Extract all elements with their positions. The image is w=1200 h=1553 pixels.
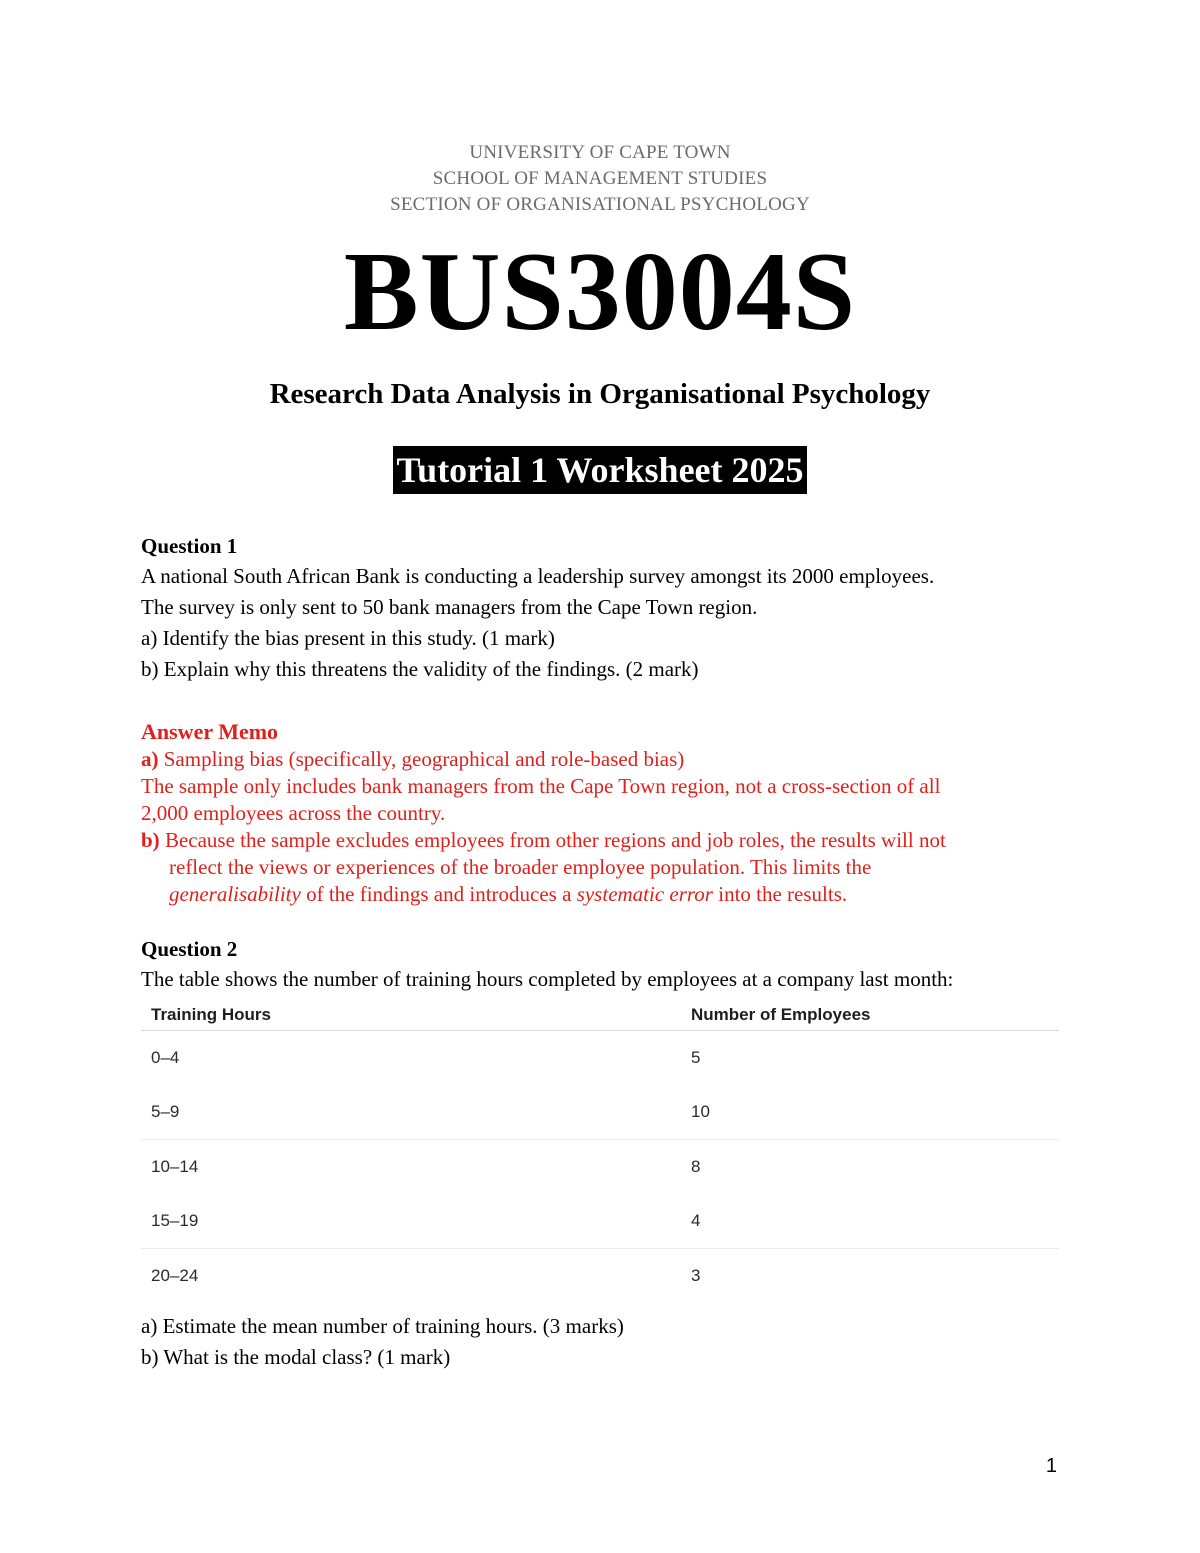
- table-row: [141, 1194, 1059, 1249]
- question-2: [141, 934, 1061, 995]
- table-cell-employees: 4: [681, 1194, 1059, 1249]
- memo-answer-b-text: Because the sample excludes employees from other regions and job roles, the results will not: [159, 828, 946, 852]
- memo-answer-b: [141, 827, 1061, 854]
- memo-label-a: a): [141, 747, 159, 771]
- table-cell-employees: 3: [691, 1266, 701, 1285]
- answer-memo: [141, 718, 1061, 908]
- table-header-training-hours: Training Hours: [141, 1000, 681, 1031]
- memo-label-b: b): [141, 828, 160, 852]
- page-number: 1: [1045, 1455, 1057, 1477]
- question-1-line: The survey is only sent to 50 bank managers from the Cape Town region.: [141, 595, 758, 619]
- table-header-row: [141, 1000, 1059, 1031]
- memo-explanation-line: The sample only includes bank managers from the Cape Town region, not a cross-section of all: [141, 774, 941, 798]
- university-name: UNIVERSITY OF CAPE TOWN: [469, 142, 731, 163]
- section-name: SECTION OF ORGANISATIONAL PSYCHOLOGY: [390, 194, 810, 215]
- table-row: [141, 1249, 1059, 1304]
- table-cell-hours: 5–9: [141, 1085, 681, 1140]
- memo-answer-a-text: Sampling bias (specifically, geographical and role-based bias): [158, 747, 685, 771]
- question-1: [141, 531, 1061, 685]
- memo-heading: Answer Memo: [141, 719, 279, 744]
- memo-answer-b-text: of the findings and introduces a: [300, 882, 577, 906]
- question-2-part-b: b) What is the modal class? (1 mark): [141, 1345, 451, 1369]
- question-1-line: A national South African Bank is conducting a leadership survey amongst its 2000 employees.: [141, 564, 935, 588]
- table-row: [141, 1085, 1059, 1140]
- course-title: Research Data Analysis in Organisational Psychology: [269, 378, 931, 410]
- worksheet-title: Tutorial 1 Worksheet 2025: [393, 446, 806, 494]
- school-name: SCHOOL OF MANAGEMENT STUDIES: [432, 168, 768, 189]
- memo-answer-b-line: [141, 881, 1061, 908]
- table-cell-hours: 20–24: [151, 1266, 199, 1285]
- course-code: BUS3004S: [343, 230, 857, 354]
- memo-answer-a: [141, 746, 1061, 773]
- table-row: [141, 1140, 1059, 1195]
- memo-answer-b-text: into the results.: [712, 882, 848, 906]
- table-cell-hours: 0–4: [151, 1048, 180, 1067]
- table-cell-employees: 5: [691, 1048, 701, 1067]
- table-header-number-of-employees: Number of Employees: [681, 1000, 1059, 1031]
- question-1-heading: Question 1: [141, 534, 238, 558]
- table-cell-hours: 10–14: [151, 1157, 199, 1176]
- table-cell-employees: 10: [681, 1085, 1059, 1140]
- table-cell-employees: 8: [691, 1157, 701, 1176]
- table-row: [141, 1031, 1059, 1086]
- question-2-heading: Question 2: [141, 937, 238, 961]
- question-1-line: b) Explain why this threatens the validity of the findings. (2 mark): [141, 657, 699, 681]
- question-2-part-a: a) Estimate the mean number of training hours. (3 marks): [141, 1314, 624, 1338]
- table-cell-hours: 15–19: [141, 1194, 681, 1249]
- training-hours-table: [141, 1000, 1059, 1303]
- memo-term-generalisability: generalisability: [169, 882, 301, 906]
- institution-header: [0, 140, 1200, 218]
- memo-term-systematic-error: systematic error: [576, 882, 713, 906]
- memo-answer-b-line: reflect the views or experiences of the broader employee population. This limits the: [169, 855, 872, 879]
- question-2-intro: The table shows the number of training hours completed by employees at a company last month:: [141, 967, 954, 991]
- memo-explanation-line: 2,000 employees across the country.: [141, 801, 446, 825]
- question-1-line: a) Identify the bias present in this study. (1 mark): [141, 626, 555, 650]
